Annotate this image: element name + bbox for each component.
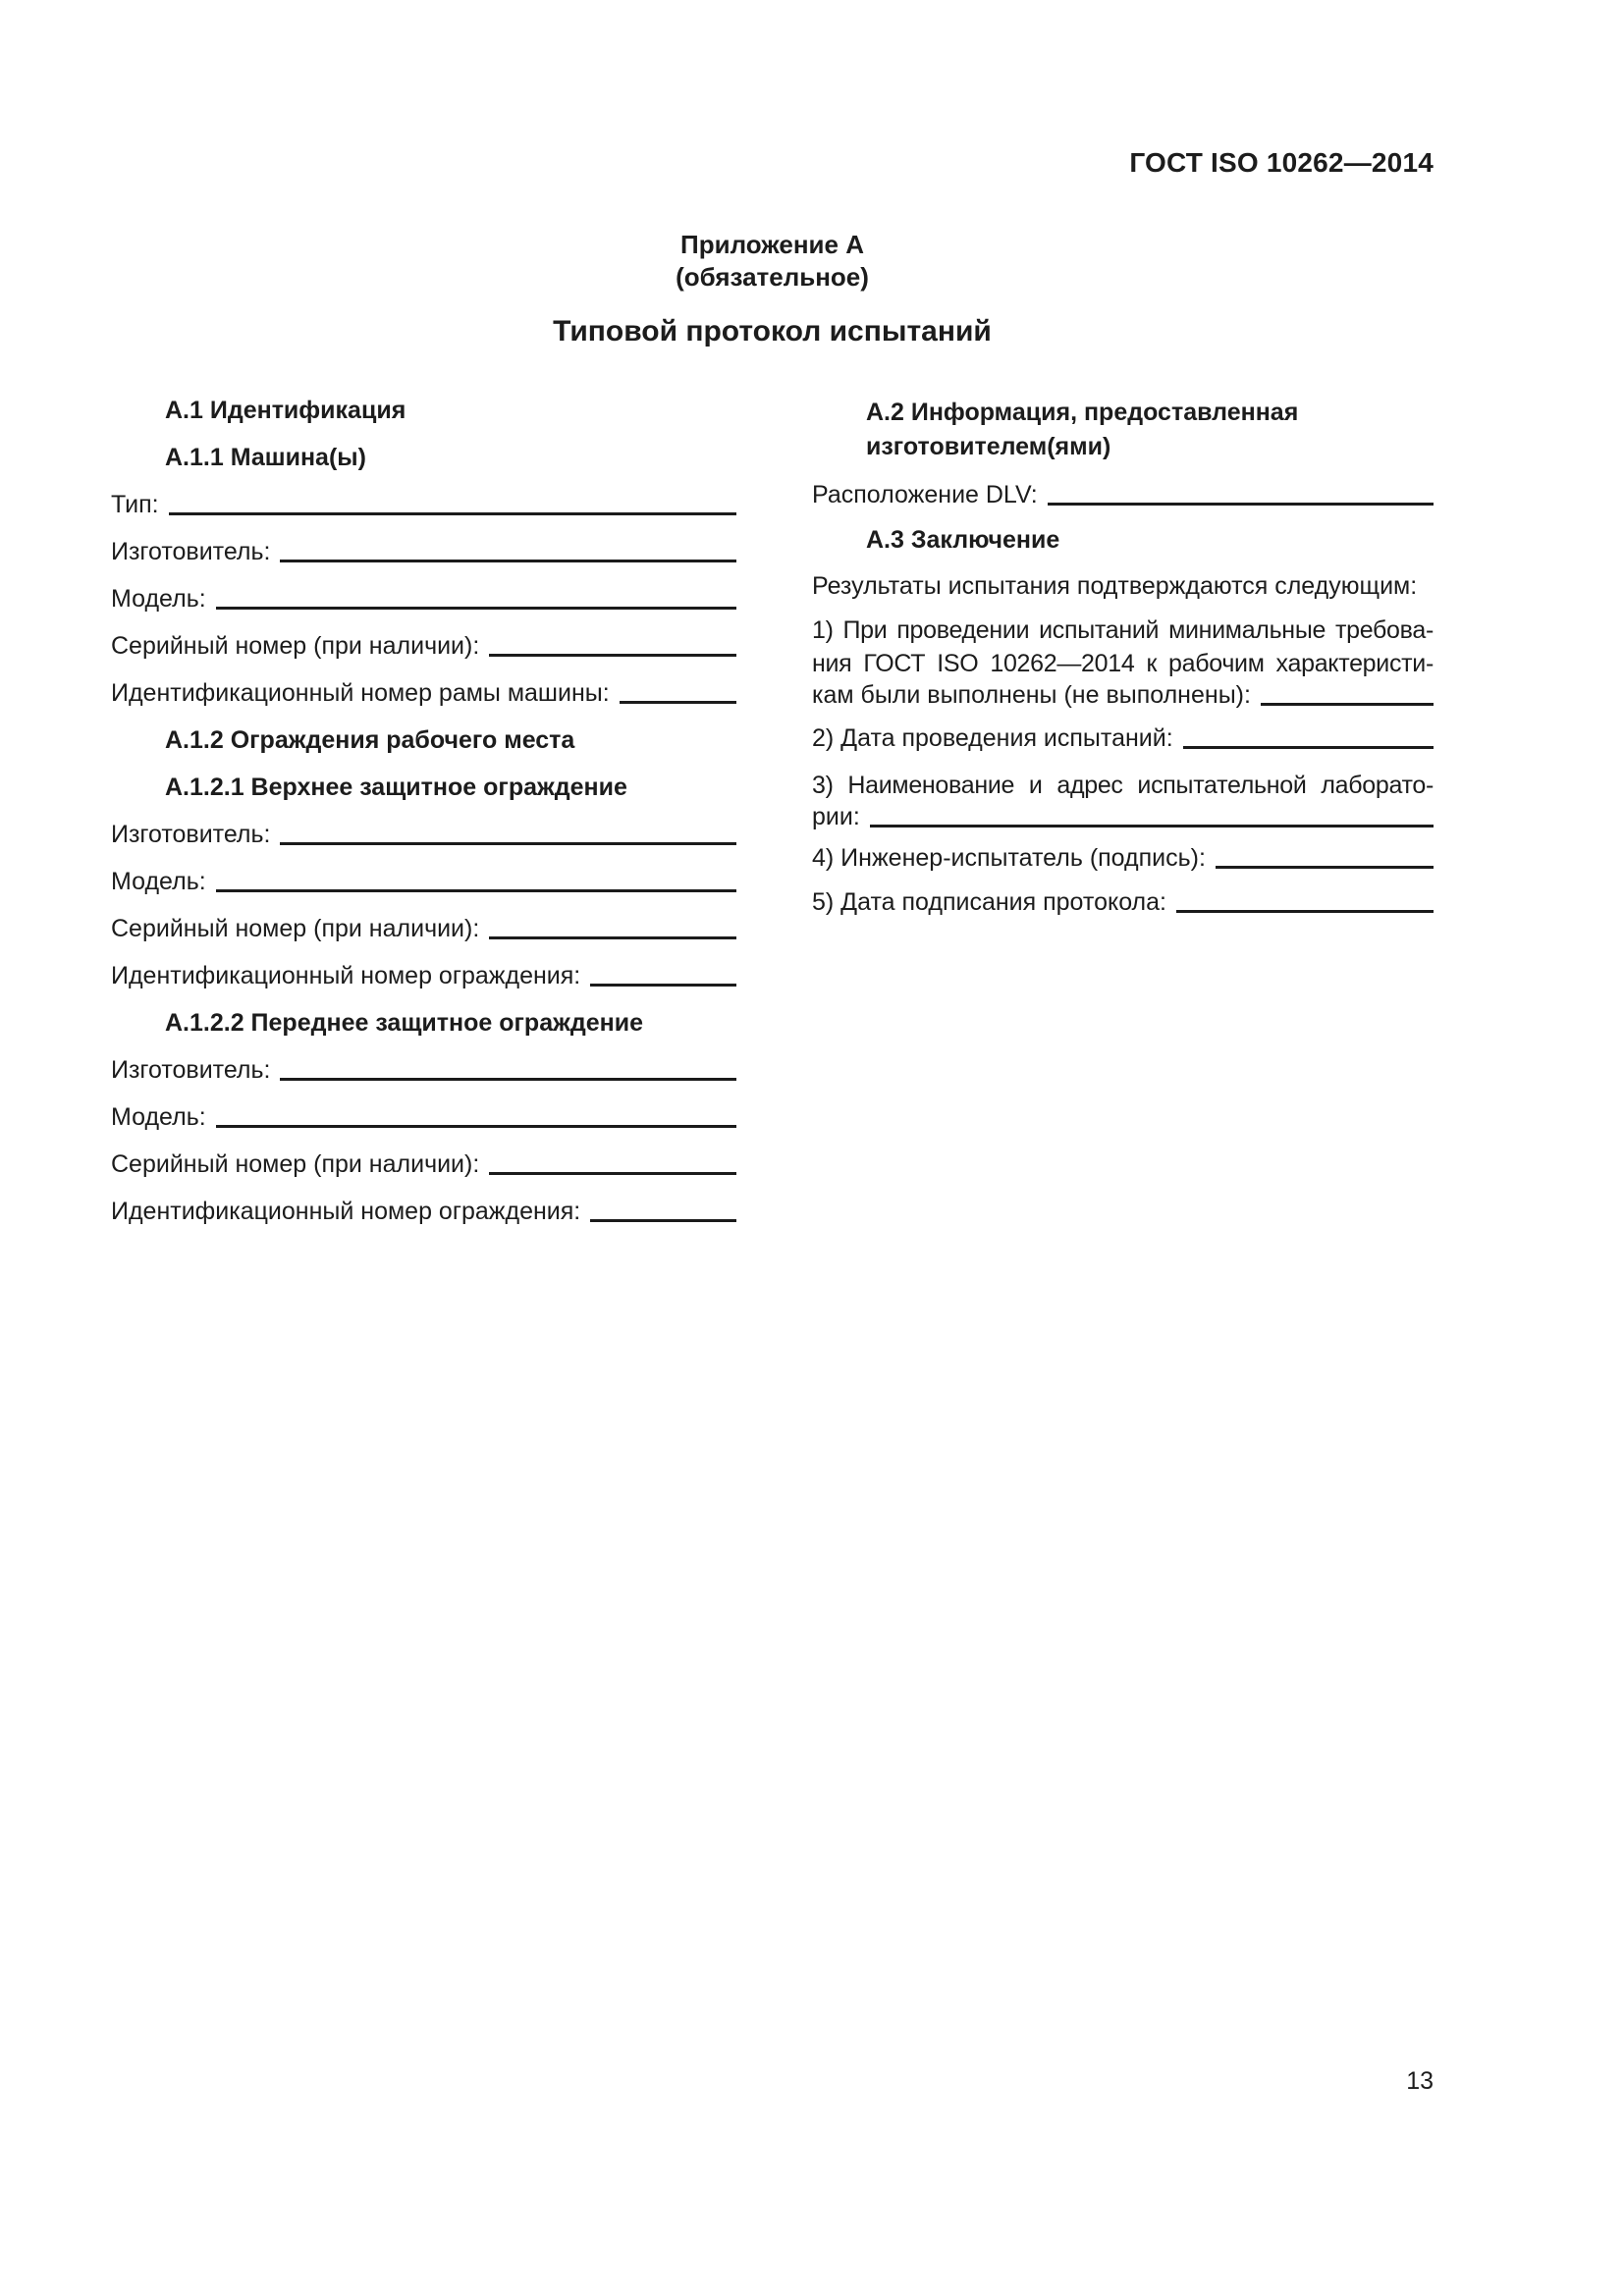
field-row-engineer-signature (812, 843, 1434, 873)
field-label: Изготовитель: (111, 538, 271, 565)
field-label: кам были выполнены (не выполнены): (812, 681, 1251, 709)
field-row-topguard-manufacturer (111, 820, 736, 849)
blank-fill-line (280, 842, 736, 845)
blank-fill-line (590, 984, 736, 987)
field-label: Идентификационный номер ограждения: (111, 962, 581, 989)
blank-fill-line (216, 889, 736, 892)
section-heading-a2 (812, 396, 1434, 464)
section-heading-a1-2-1: А.1.2.1 Верхнее защитное ограждение (165, 774, 627, 801)
blank-fill-line (1261, 703, 1434, 706)
section-heading-a3: А.3 Заключение (866, 526, 1060, 554)
doc-code: ГОСТ ISO 10262—2014 (1129, 147, 1434, 178)
blank-fill-line (1048, 503, 1434, 506)
field-row-machine-frame-id (111, 678, 736, 708)
blank-fill-line (620, 701, 736, 704)
heading-line: изготовителем(ями) (866, 433, 1111, 460)
item-text-line: ния ГОСТ ISO 10262—2014 к рабочим характеристи- (812, 650, 1434, 677)
field-row-machine-serial (111, 631, 736, 661)
section-heading-a1-2: А.1.2 Ограждения рабочего места (165, 726, 575, 754)
blank-fill-line (216, 607, 736, 610)
field-row-requirements-met (812, 680, 1434, 710)
blank-fill-line (1176, 910, 1434, 913)
heading-line: А.2 Информация, предоставленная (866, 399, 1299, 426)
field-label: Изготовитель: (111, 821, 271, 848)
field-row-topguard-id (111, 961, 736, 990)
conclusion-intro: Результаты испытания подтверждаются следующим: (812, 572, 1418, 600)
field-label: 2) Дата проведения испытаний: (812, 724, 1173, 752)
field-label: 4) Инженер-испытатель (подпись): (812, 844, 1206, 872)
field-row-signing-date (812, 887, 1434, 917)
blank-fill-line (216, 1125, 736, 1128)
blank-fill-line (489, 1172, 736, 1175)
blank-fill-line (169, 512, 736, 515)
field-row-topguard-model (111, 867, 736, 896)
conclusion-item-3 (812, 769, 1434, 831)
item-text-line: 3) Наименование и адрес испытательной лаборато- (812, 772, 1434, 799)
field-row-machine-type (111, 490, 736, 519)
blank-fill-line (870, 825, 1434, 828)
field-label: рии: (812, 803, 860, 830)
section-heading-a1-2-2: А.1.2.2 Переднее защитное ограждение (165, 1009, 643, 1037)
field-label: Модель: (111, 1103, 206, 1131)
blank-fill-line (1216, 866, 1434, 869)
page-title: Типовой протокол испытаний (553, 315, 992, 347)
field-row-frontguard-manufacturer (111, 1055, 736, 1085)
field-label: Тип: (111, 491, 159, 518)
item-text-line: 1) При проведении испытаний минимальные требова- (812, 616, 1434, 644)
field-label: Изготовитель: (111, 1056, 271, 1084)
field-row-machine-manufacturer (111, 537, 736, 566)
blank-fill-line (280, 1078, 736, 1081)
blank-fill-line (1183, 746, 1434, 749)
field-label: Серийный номер (при наличии): (111, 1150, 480, 1178)
field-row-machine-model (111, 584, 736, 614)
field-row-frontguard-model (111, 1102, 736, 1132)
field-label: Серийный номер (при наличии): (111, 632, 480, 660)
field-row-test-date (812, 723, 1434, 753)
field-label: Идентификационный номер рамы машины: (111, 679, 610, 707)
right-column (812, 396, 1434, 917)
field-row-dlv-location (812, 480, 1434, 509)
field-row-frontguard-serial (111, 1149, 736, 1179)
field-row-lab-name-address (812, 802, 1434, 831)
appendix-status: (обязательное) (676, 262, 869, 292)
section-heading-a1-1: А.1.1 Машина(ы) (165, 444, 366, 471)
field-row-frontguard-id (111, 1197, 736, 1226)
section-heading-a1: А.1 Идентификация (165, 397, 406, 424)
field-label: Серийный номер (при наличии): (111, 915, 480, 942)
blank-fill-line (280, 560, 736, 562)
appendix-header (111, 229, 1434, 294)
page-number: 13 (1406, 2067, 1434, 2095)
field-label: Модель: (111, 585, 206, 613)
blank-fill-line (590, 1219, 736, 1222)
field-label: Идентификационный номер ограждения: (111, 1198, 581, 1225)
blank-fill-line (489, 654, 736, 657)
field-label: 5) Дата подписания протокола: (812, 888, 1166, 916)
conclusion-item-1 (812, 614, 1434, 710)
appendix-name: Приложение А (680, 230, 864, 259)
left-column (111, 396, 736, 1244)
field-label: Расположение DLV: (812, 481, 1038, 508)
field-row-topguard-serial (111, 914, 736, 943)
field-label: Модель: (111, 868, 206, 895)
blank-fill-line (489, 936, 736, 939)
